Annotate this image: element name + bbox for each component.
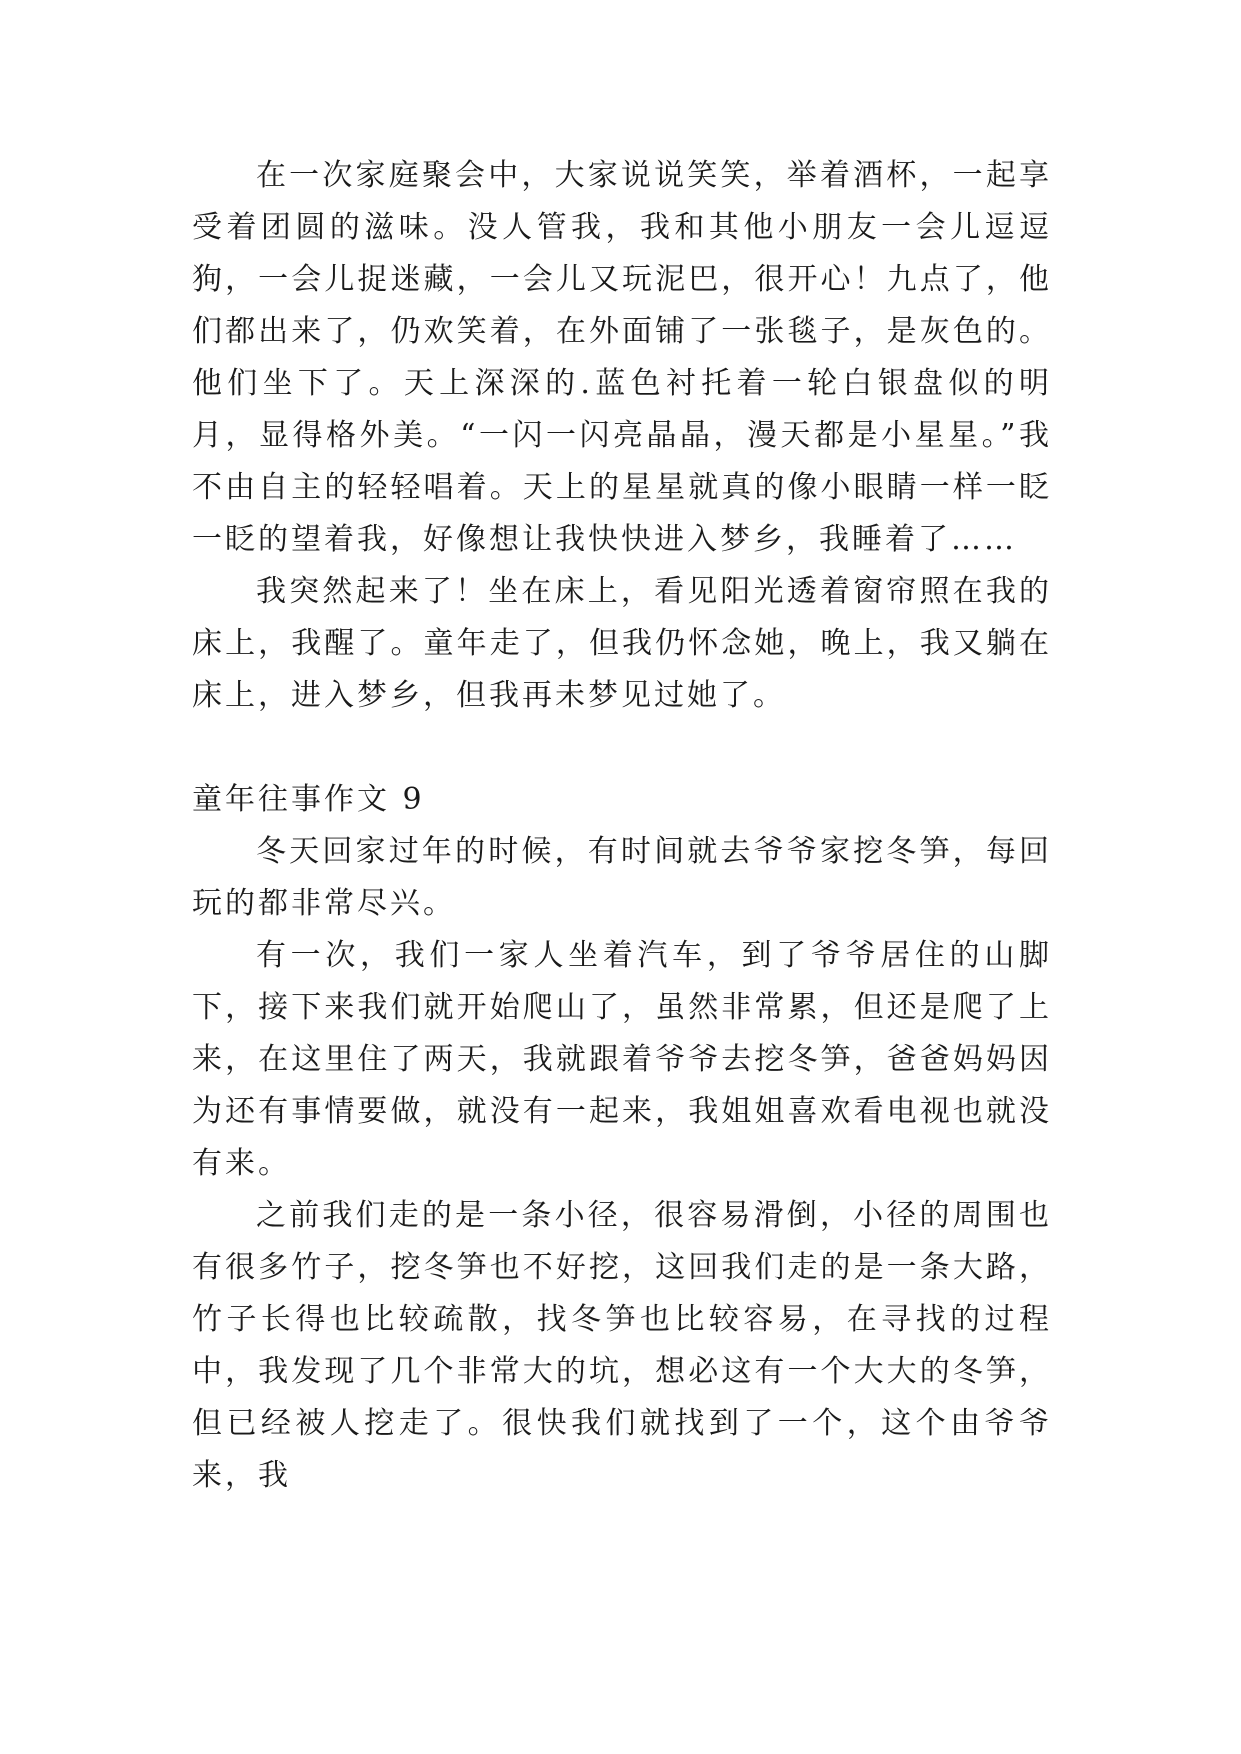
paragraph-waking-up: 我突然起来了！坐在床上，看见阳光透着窗帘照在我的床上，我醒了。童年走了，但我仍怀念她，晚上，我又躺在床上，进入梦乡，但我再未梦见过她了。 (192, 574, 1052, 713)
paragraph-digging-shoots: 之前我们走的是一条小径，很容易滑倒，小径的周围也有很多竹子，挖冬笋也不好挖，这回我们走的是一条大路，竹子长得也比较疏散，找冬笋也比较容易，在寻找的过程中，我发现了几个非常大的坑，想必这有一个大大的冬笋，但已经被人挖走了。很快我们就找到了一个，这个由爷爷来，我 (192, 1198, 1052, 1493)
paragraph-family-gathering: 在一次家庭聚会中，大家说说笑笑，举着酒杯，一起享受着团圆的滋味。没人管我，我和其他小朋友一会儿逗逗狗，一会儿捉迷藏，一会儿又玩泥巴，很开心！九点了，他们都出来了，仍欢笑着，在外面铺了一张毯子，是灰色的。他们坐下了。天上深深的.蓝色衬托着一轮白银盘似的明月，显得格外美。“一闪一闪亮晶晶，漫天都是小星星。”我不由自主的轻轻唱着。天上的星星就真的像小眼睛一样一眨一眨的望着我，好像想让我快快进入梦乡，我睡着了…… (192, 158, 1052, 557)
section-heading: 童年往事作文 9 (192, 782, 425, 817)
paragraph-winter-bamboo: 冬天回家过年的时候，有时间就去爷爷家挖冬笋，每回玩的都非常尽兴。 (192, 834, 1052, 921)
paragraph-mountain-trip: 有一次，我们一家人坐着汽车，到了爷爷居住的山脚下，接下来我们就开始爬山了，虽然非常累，但还是爬了上来，在这里住了两天，我就跟着爷爷去挖冬笋，爸爸妈妈因为还有事情要做，就没有一起来，我姐姐喜欢看电视也就没有来。 (192, 938, 1052, 1181)
document-body (192, 150, 1052, 1502)
